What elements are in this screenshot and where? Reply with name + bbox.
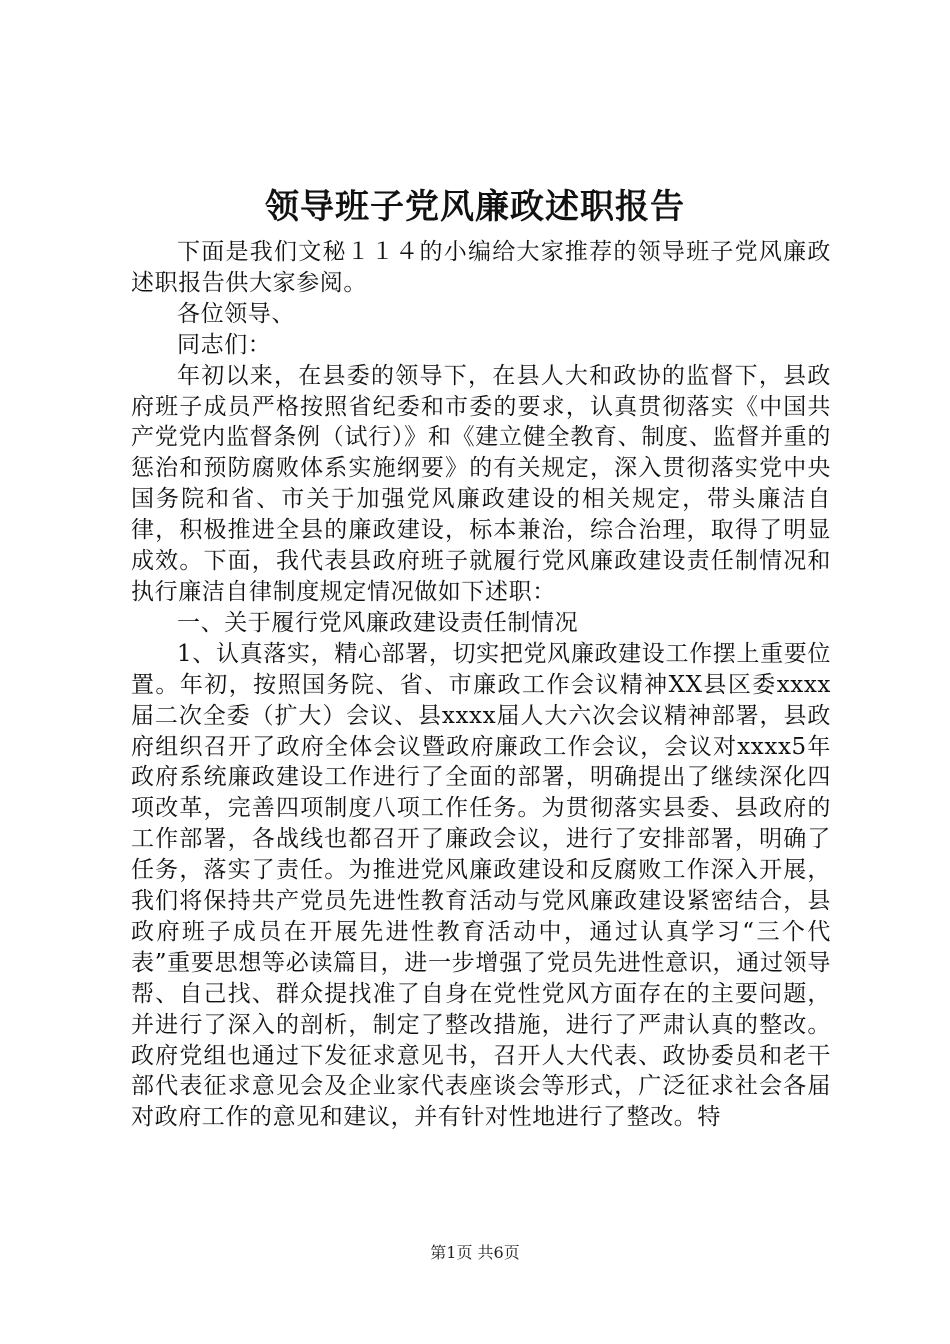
body-paragraph: 年初以来，在县委的领导下，在县人大和政协的监督下，县政府班子成员严格按照省纪委和市委的要求，认真贯彻落实《中国共产党党内监督条例（试行）》和《建立健全教育、制度、监督并重的惩治和预防腐败体系实施纲要》的有关规定，深入贯彻落实党中央国务院和省、市关于加强党风廉政建设的相关规定，带头廉洁自律，积极推进全县的廉政建设，标本兼治，综合治理，取得了明显成效。下面，我代表县政府班子就履行党风廉政建设责任制情况和执行廉洁自律制度规定情况做如下述职： — [131, 362, 831, 605]
page-number: 第1页 共6页 — [430, 1243, 520, 1262]
document-title: 领导班子党风廉政述职报告 — [265, 187, 685, 227]
intro-paragraph: 下面是我们文秘１１４的小编给大家推荐的领导班子党风廉政述职报告供大家参阅。 — [131, 239, 831, 296]
salutation-comrades: 同志们： — [177, 331, 272, 358]
body-paragraph: 1、认真落实，精心部署，切实把党风廉政建设工作摆上重要位置。年初，按照国务院、省、市廉政工作会议精神XX县区委xxxx届二次全委（扩大）会议、县xxxx届人大六次会议精神部署，县政府组织召开了政府全体会议暨政府廉政工作会议，会议对xxxx5年政府系统廉政建设工作进行了全面的部署，明确提出了继续深化四项改革，完善四项制度八项工作任务。为贯彻落实县委、县政府的工作部署，各战线也都召开了廉政会议，进行了安排部署，明确了任务，落实了责任。为推进党风廉政建设和反腐败工作深入开展，我们将保持共产党员先进性教育活动与党风廉政建设紧密结合，县政府班子成员在开展先进性教育活动中，通过认真学习“三个代表”重要思想等必读篇目，进一步增强了党员先进性意识，通过领导帮、自己找、群众提找准了自身在党性党风方面存在的主要问题，并进行了深入的剖析，制定了整改措施，进行了严肃认真的整改。政府党组也通过下发征求意见书，召开人大代表、政协委员和老干部代表征求意见会及企业家代表座谈会等形式，广泛征求社会各届对政府工作的意见和建议，并有针对性地进行了整改。特 — [131, 640, 831, 1131]
section-heading: 一、关于履行党风廉政建设责任制情况 — [177, 609, 579, 636]
document-body — [131, 237, 831, 1133]
salutation-leaders: 各位领导、 — [177, 300, 295, 327]
